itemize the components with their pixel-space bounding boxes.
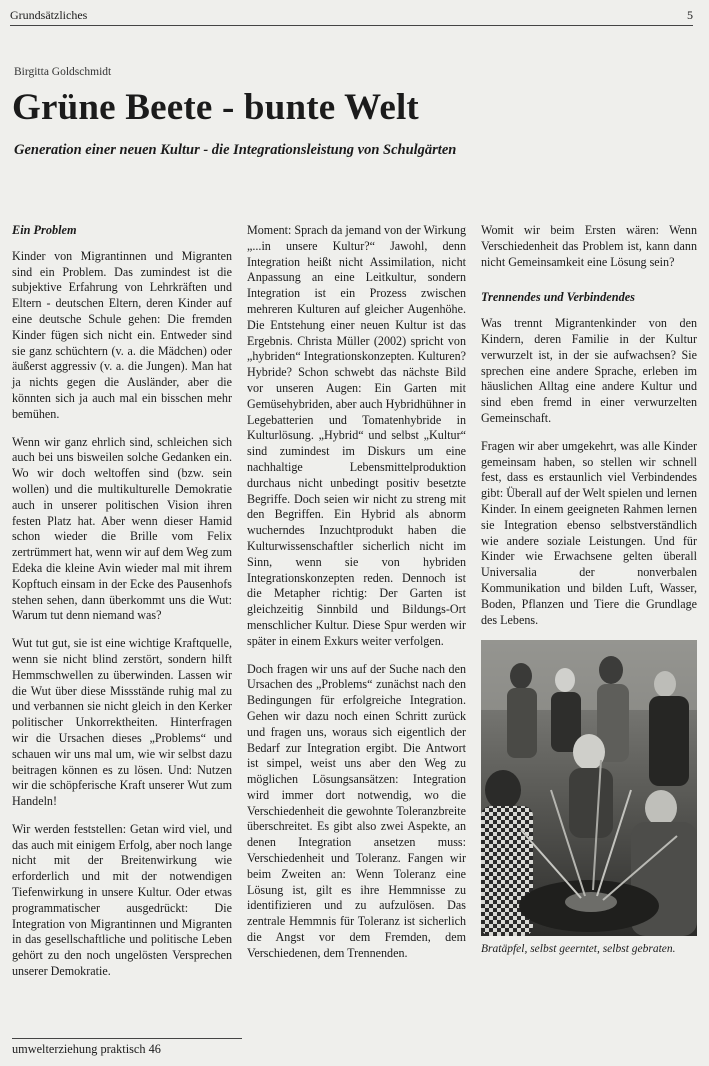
paragraph: Wir werden feststellen: Getan wird viel, und das auch mit einigem Erfolg, aber noch lange nicht mit der Breitenwirkung wie erforderlich und mit der notwendigen Tiefenwirkung in unsere Kultur. Oder etwas programmatischer ausgedrückt: Die Integration von Migrantinnen und Migranten in das gesellschaftliche und politische Leben gehört zu den noch ungelösten Versprechen unserer Demokratie.	[12, 821, 232, 979]
paragraph: Wenn wir ganz ehrlich sind, schleichen sich auch bei uns bisweilen solche Gedanken ein. Wo wir doch weltoffen sind (bzw. sein wollen) und die multikulturelle Demokratie auch in unserer politischen Vision ihren festen Platz hat. Aber wenn dieser Hamid schon wieder die Brille vom Felix zertrümmert hat, wenn wir auf dem Weg zum Edeka die kleine Avin wieder mal mit ihrem Kopftuch einsam in der Ecke des Pausenhofs stehen sehen, dann überkommt uns die Wut: Warum tut denn niemand was?	[12, 434, 232, 623]
article-title: Grüne Beete - bunte Welt	[12, 87, 419, 128]
paragraph: Fragen wir aber umgekehrt, was alle Kinder gemeinsam haben, so stellen wir schnell fest, dass es erstaunlich viel Verbindendes gibt: Überall auf der Welt spielen und lernen Kinder. In einem geeigneten Rahmen lernen sie Integration ebenso selbstverständlich wie andere soziale Leistungen. Und für Kinder wie Erwachsene gelten überall Universalia der nonverbalen Kommunikation und bilden Luft, Wasser, Boden, Pflanzen und Tiere die Grundlage des Lebens.	[481, 438, 697, 627]
paragraph: Doch fragen wir uns auf der Suche nach den Ursachen des „Problems“ zunächst nach den Bedingungen für erfolgreiche Integration. Gehen wir dazu noch einen Schritt zurück und fragen uns, woraus sich eigentlich der Bedarf zur Integration ergibt. Die Antwort ist simpel, weist uns aber den Weg zu möglichen Lösungsansätzen: Integration wird immer dort notwendig, wo die Verschiedenheit die gewohnte Toleranzbreite überschreitet. Es gibt also zwei Aspekte, an denen Integration ansetzen muss: Verschiedenheit und Toleranz. Fangen wir beim Zweiten an: Wenn Toleranz eine Lösung ist, gilt es ihre Hemmnisse zu identifizieren und zu aufzulösen. Das zentrale Hemmnis für Toleranz ist sicherlich die Angst vor dem Fremden, dem Verschiedenen, dem Trennenden.	[247, 661, 466, 960]
paragraph: Was trennt Migrantenkinder von den Kindern, deren Familie in der Kultur verwurzelt ist, in der sie aufwachsen? Sie sprechen eine andere Sprache, erleben im häuslichen Alltag eine andere Kultur und sind eben fremd in einer verwurzelten Gemeinschaft.	[481, 316, 697, 425]
paragraph: Kinder von Migrantinnen und Migranten sind ein Problem. Das zumindest ist die subjektive Erfahrung von Lehrkräften und Eltern - deutschen Eltern, deren Kinder auf eine deutsche Schule gehen: Die fremden Kinder fügen sich nicht ein. Entweder sind sie ganz schüchtern (v. a. die Mädchen) oder äußerst aggressiv (v. a. die Jungen). Man hat ja nichts gegen die Ausländer, aber die könnten sich ja auch mal ein bisschen mehr bemühen.	[12, 248, 232, 421]
photo-caption: Bratäpfel, selbst geerntet, selbst gebraten.	[481, 943, 676, 956]
children-garden-photo	[481, 640, 697, 936]
text-column-2	[247, 223, 466, 974]
section-heading-trennendes: Trennendes und Verbindendes	[481, 290, 635, 305]
page-number: 5	[687, 8, 693, 22]
footer-publication: umwelterziehung praktisch 46	[12, 1038, 242, 1057]
section-heading-ein-problem: Ein Problem	[12, 223, 77, 237]
article-author: Birgitta Goldschmidt	[14, 66, 112, 78]
section-label: Grundsätzliches	[10, 8, 88, 22]
paragraph: Wut tut gut, sie ist eine wichtige Kraftquelle, wenn sie nicht blind zerstört, sondern hilft Hemmschwellen zu überwinden. Lassen wir die Wut über diese Missstände ruhig mal zu und verbannen sie nicht gleich in den Kerker politischer Unkorrektheiten. Hinterfragen wir die Ursachen dieses „Problems“ und schauen wir uns mal um, wie wir selbst dazu beitragen können es zu lösen. Und: Nutzen wir die schöpferische Kraft unserer Wut zum Handeln!	[12, 636, 232, 809]
text-column-1	[12, 223, 232, 992]
paragraph: Moment: Sprach da jemand von der Wirkung „...in unsere Kultur?“ Jawohl, denn Integration heißt nicht Assimilation, nicht Anpassung an eine Leitkultur, sondern Integration ist ein Prozess zwischen mehreren Kulturen auf gleicher Augenhöhe. Die Entstehung einer neuen Kultur ist das Ergebnis. Christa Müller (2002) spricht von „hybriden“ Integrationskonzepten. Kulturen? Hybride? Schon schwebt das nächste Bild vor unseren Augen: Ein Garten mit Gemüsehybriden, aber auch Hybridhühner in Legebatterien und Tomatenhybride in Kulturlösung. „Hybrid“ und selbst „Kultur“ sind zumindest im Diskurs um eine nachhaltige Lebensmittelproduktion durchaus nicht unbedingt positiv besetzte Begriffe. Doch seien wir nicht zu streng mit den Begriffen. Ein Hybrid als abnorm wucherndes Inzuchtprodukt haben die Kulturwissenschaftler sicherlich nicht im Sinn, wenn sie von hybriden Integrationskonzepten reden. Dennoch ist die Metapher richtig: Der Garten ist gleichzeitig Sinnbild und Bildungs-Ort menschlicher Kultur. Diese Spur werden wir später in einem Exkurs weiter verfolgen.	[247, 223, 466, 648]
paragraph: Womit wir beim Ersten wären: Wenn Verschiedenheit das Problem ist, kann dann nicht Gemeinsamkeit eine Lösung sein?	[481, 223, 697, 269]
text-column-3	[481, 223, 697, 969]
article-subtitle: Generation einer neuen Kultur - die Integrationsleistung von Schulgärten	[14, 142, 457, 158]
running-header	[10, 8, 693, 26]
